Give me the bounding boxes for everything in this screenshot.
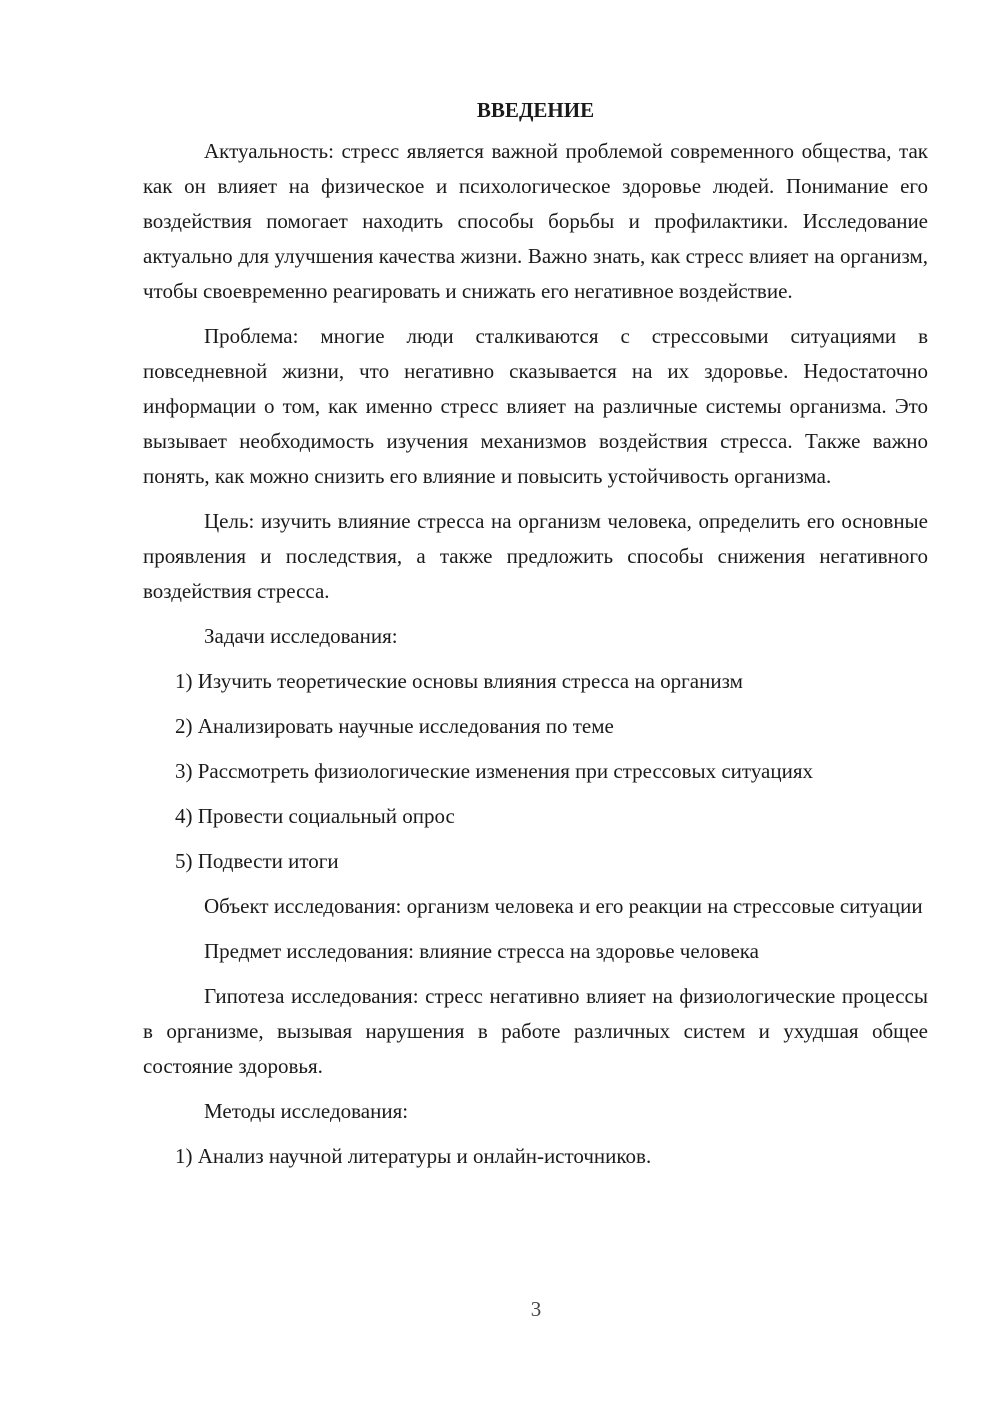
goal-paragraph: Цель: изучить влияние стресса на организм человека, определить его основные проявления и последствия, а также предложить способы снижения негативного воздействия стресса. [143,509,928,603]
list-item: 4) Провести социальный опрос [175,804,455,828]
list-item: 3) Рассмотреть физиологические изменения при стрессовых ситуациях [175,759,813,783]
methods-label: Методы исследования: [204,1099,409,1123]
problem-paragraph: Проблема: многие люди сталкиваются с стрессовыми ситуациями в повседневной жизни, что негативно сказывается на их здоровье. Недостаточно информации о том, как именно стресс влияет на различные системы организма. Это вызывает необходимость изучения механизмов воздействия стресса. Также важно понять, как можно снизить его влияние и повысить устойчивость организма. [143,324,928,488]
page-number: 3 [530,1297,542,1321]
list-item: 1) Изучить теоретические основы влияния стресса на организм [175,669,743,693]
tasks-list [143,664,928,879]
list-item: 1) Анализ научной литературы и онлайн-источников. [175,1144,652,1168]
relevance-paragraph: Актуальность: стресс является важной проблемой современного общества, так как он влияет на физическое и психологическое здоровье людей. Понимание его воздействия помогает находить способы борьбы и профилактики. Исследование актуально для улучшения качества жизни. Важно знать, как стресс влияет на организм, чтобы своевременно реагировать и снижать его негативное воздействие. [143,139,928,303]
methods-list [143,1139,928,1174]
subject-paragraph: Предмет исследования: влияние стресса на здоровье человека [204,939,759,963]
hypothesis-paragraph: Гипотеза исследования: стресс негативно влияет на физиологические процессы в организме, вызывая нарушения в работе различных систем и ухудшая общее состояние здоровья. [143,984,928,1078]
tasks-label: Задачи исследования: [204,624,398,648]
section-title: ВВЕДЕНИЕ [476,98,595,122]
object-paragraph: Объект исследования: организм человека и его реакции на стрессовые ситуации [204,894,923,918]
list-item: 5) Подвести итоги [175,849,339,873]
page-content [143,93,928,1184]
list-item: 2) Анализировать научные исследования по теме [175,714,614,738]
